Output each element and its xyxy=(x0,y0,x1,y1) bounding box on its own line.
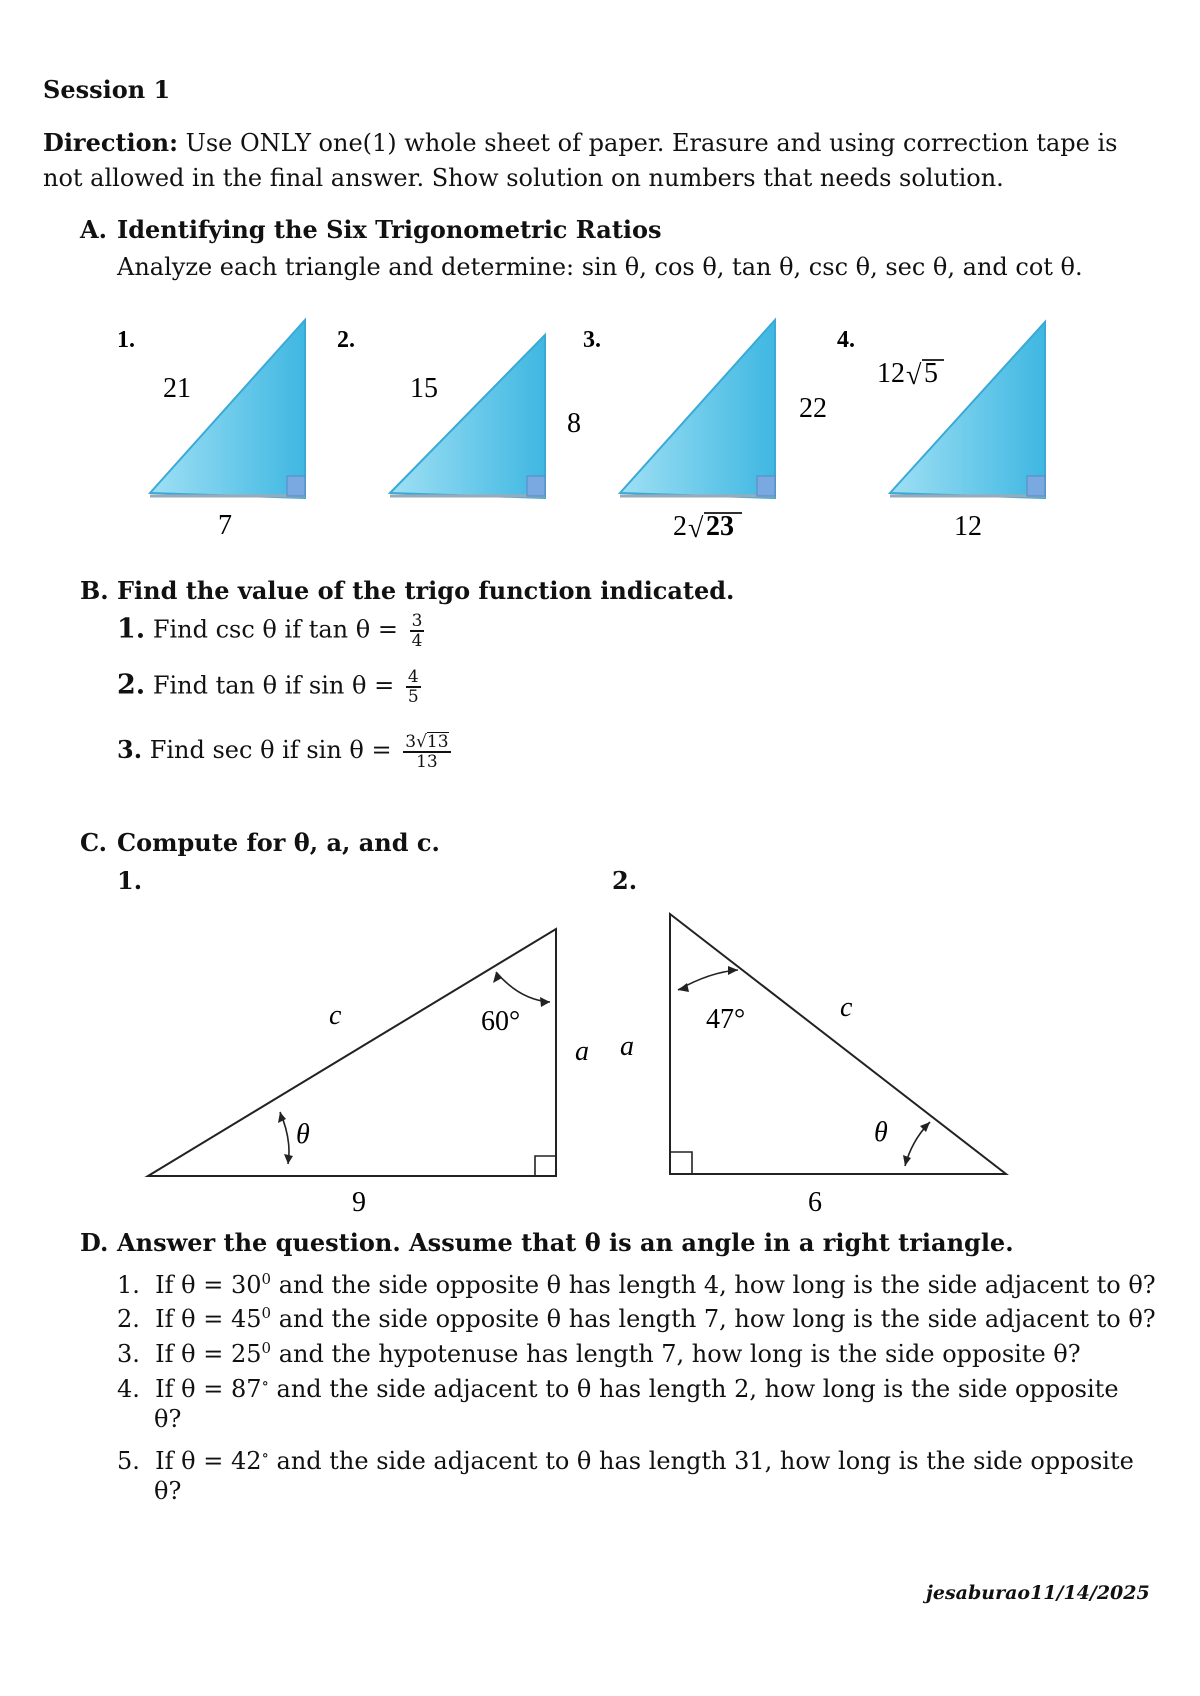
figure-2-base-label: 6 xyxy=(808,1187,822,1218)
session-title: Session 1 xyxy=(43,75,171,104)
figure-1-angle-label: 60° xyxy=(481,1006,521,1037)
svg-text:23: 23 xyxy=(706,511,734,542)
triangle-1-number: 1. xyxy=(117,327,135,353)
section-c-figures xyxy=(0,900,1200,1220)
section-a-title: Identifying the Six Trigonometric Ratios xyxy=(117,215,662,244)
triangle-4-base-label: 12 xyxy=(954,511,982,542)
section-b-letter: B. xyxy=(80,576,109,605)
section-c-title: Compute for θ, a, and c. xyxy=(117,828,440,857)
triangle-1 xyxy=(150,320,305,498)
section-c-letter: C. xyxy=(80,828,108,857)
triangle-2 xyxy=(390,335,545,498)
svg-text:√: √ xyxy=(906,360,922,391)
section-d-item-5: 5. If θ = 42∘ and the side adjacent to θ has length 31, how long is the side opposite xyxy=(117,1446,1134,1475)
section-a-letter: A. xyxy=(80,215,107,244)
right-angle-marker xyxy=(287,476,305,496)
svg-text:12: 12 xyxy=(877,358,905,389)
triangle-4-hypotenuse-label xyxy=(877,358,944,391)
section-d-item-3: 3. If $\theta = 25^0$ and the hypotenuse has length 7, how long is the side opposite θ? xyxy=(117,1339,1081,1368)
figure-1-side-label: a xyxy=(575,1036,589,1067)
triangle-2-side-label: 8 xyxy=(567,408,581,439)
section-d-item-4: 4. If θ = 87∘ and the side adjacent to θ has length 2, how long is the side opposite xyxy=(117,1374,1119,1403)
figure-1-base-label: 9 xyxy=(352,1187,366,1218)
figure-2-theta-label: θ xyxy=(874,1117,888,1148)
direction-label: Direction: xyxy=(43,128,178,157)
section-d-item-2: 2. If $\theta = 45^0$ and the side opposite θ has length 7, how long is the side adjacent to θ? xyxy=(117,1304,1156,1333)
section-b-item-1: 1. Find csc θ if tan θ = $\frac{3}{4}$ xyxy=(117,611,423,651)
section-d-letter: D. xyxy=(80,1228,109,1257)
right-angle-marker xyxy=(757,476,775,496)
svg-text:5: 5 xyxy=(924,358,938,389)
section-a-triangles xyxy=(0,300,1200,550)
triangle-1-hypotenuse-label: 21 xyxy=(163,373,191,404)
fraction: $\frac{3√13}{13}$ xyxy=(405,732,449,772)
section-b-title: Find the value of the trigo function indicated. xyxy=(117,576,735,605)
section-a-instruction: Analyze each triangle and determine: sin θ, cos θ, tan θ, csc θ, sec θ, and cot θ. xyxy=(117,253,1083,281)
triangle-4-number: 4. xyxy=(837,327,855,353)
fraction: $\frac{4}{5}$ xyxy=(407,667,419,707)
triangle-3-base-label xyxy=(673,511,742,544)
figure-2-angle-label: 47° xyxy=(706,1004,746,1035)
svg-text:√: √ xyxy=(688,513,704,544)
figure-1-hyp-label: c xyxy=(329,1000,342,1031)
figure-2-triangle xyxy=(670,914,1006,1174)
section-b-item-3: 3. Find sec θ if sin θ = $\frac{3√13}{13}$ xyxy=(117,732,449,772)
triangle-2-number: 2. xyxy=(337,327,355,353)
triangle-3-side-label: 22 xyxy=(799,393,827,424)
svg-text:2: 2 xyxy=(673,511,687,542)
triangle-2-hypotenuse-label: 15 xyxy=(410,373,438,404)
section-d-title: Answer the question. Assume that θ is an angle in a right triangle. xyxy=(117,1228,1014,1257)
section-d-item-4-cont: θ? xyxy=(154,1405,182,1433)
right-angle-marker xyxy=(1027,476,1045,496)
right-angle-marker xyxy=(670,1152,692,1174)
figure-1-triangle xyxy=(148,929,556,1176)
triangle-3-number: 3. xyxy=(583,327,601,353)
figure-2-hyp-label: c xyxy=(840,992,853,1023)
figure-1-theta-label: θ xyxy=(296,1119,310,1150)
figure-1-number: 1. xyxy=(117,866,143,895)
triangle-3 xyxy=(620,320,775,498)
footer-signature: jesaburao11/14/2025 xyxy=(926,1582,1150,1604)
direction-line-1: Direction: Use ONLY one(1) whole sheet of paper. Erasure and using correction tape is xyxy=(43,128,1118,157)
triangle-1-base-label: 7 xyxy=(218,510,232,541)
right-angle-marker xyxy=(535,1156,556,1176)
section-b-item-2: 2. Find tan θ if sin θ = $\frac{4}{5}$ xyxy=(117,667,419,707)
section-d-item-5-cont: θ? xyxy=(154,1477,182,1505)
section-d-item-1: 1. If $\theta = 30^0$ and the side opposite θ has length 4, how long is the side adjacent to θ? xyxy=(117,1270,1156,1299)
right-angle-marker xyxy=(527,476,545,496)
triangle-4 xyxy=(890,322,1045,498)
figure-2-number: 2. xyxy=(612,866,638,895)
fraction: $\frac{3}{4}$ xyxy=(411,611,423,651)
direction-line-2: not allowed in the final answer. Show solution on numbers that needs solution. xyxy=(43,164,1004,192)
figure-2-side-label: a xyxy=(620,1031,634,1062)
